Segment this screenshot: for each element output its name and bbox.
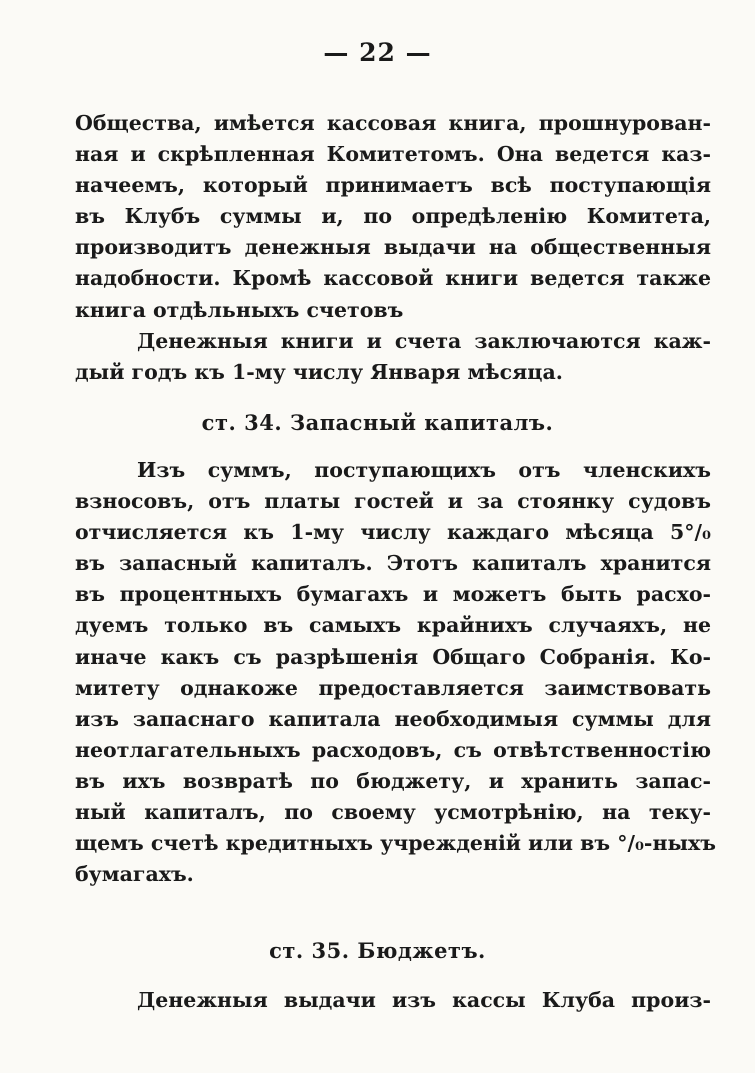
text-line: книга отдѣльныхъ счетовъ <box>75 297 404 322</box>
text-line: въ Клубъ суммы и, по опредѣленію Комитета, <box>75 204 711 229</box>
text-section-budget <box>75 985 711 1016</box>
text-section-reserve-capital <box>75 455 716 890</box>
article-heading-35: ст. 35. Бюджетъ. <box>269 938 486 963</box>
text-line: иначе какъ съ разрѣшенія Общаго Собранія. Ко- <box>75 644 711 669</box>
text-line: дый годъ къ 1-му числу Января мѣсяца. <box>75 359 563 384</box>
text-line: щемъ счетѣ кредитныхъ учрежденій или въ °/₀-ныхъ <box>75 831 716 856</box>
text-line: митету однакоже предоставляется заимствовать <box>75 675 711 700</box>
text-line: бумагахъ. <box>75 862 194 887</box>
text-line: ный капиталъ, по своему усмотрѣнію, на теку- <box>75 800 711 825</box>
text-line: Денежныя выдачи изъ кассы Клуба произ- <box>137 988 711 1012</box>
text-line: отчисляется къ 1-му числу каждаго мѣсяца 5°/₀ <box>75 520 711 545</box>
text-line: Изъ суммъ, поступающихъ отъ членскихъ <box>137 458 711 482</box>
text-section-cash-book <box>75 108 711 388</box>
text-line: въ ихъ возвратѣ по бюджету, и хранить запас- <box>75 768 711 793</box>
text-line: начеемъ, который принимаетъ всѣ поступающія <box>75 173 711 198</box>
page-number: — 22 — <box>323 38 432 67</box>
text-line: ная и скрѣпленная Комитетомъ. Она ведется каз- <box>75 142 711 167</box>
article-heading-34: ст. 34. Запасный капиталъ. <box>201 410 554 435</box>
text-line: Денежныя книги и счета заключаются каж- <box>137 328 711 353</box>
text-line: Общества, имѣется кассовая книга, прошнурован- <box>75 111 711 135</box>
text-line: взносовъ, отъ платы гостей и за стоянку судовъ <box>75 489 711 514</box>
text-line: въ процентныхъ бумагахъ и можетъ быть расхо- <box>75 582 711 607</box>
text-line: изъ запаснаго капитала необходимыя суммы для <box>75 706 711 731</box>
text-line: производитъ денежныя выдачи на общественныя <box>75 235 711 260</box>
text-line: дуемъ только въ самыхъ крайнихъ случаяхъ, не <box>75 613 711 638</box>
text-line: въ запасный капиталъ. Этотъ капиталъ хранится <box>75 551 711 576</box>
text-line: неотлагательныхъ расходовъ, съ отвѣтственностію <box>75 737 711 762</box>
text-line: надобности. Кромѣ кассовой книги ведется также <box>75 266 711 291</box>
